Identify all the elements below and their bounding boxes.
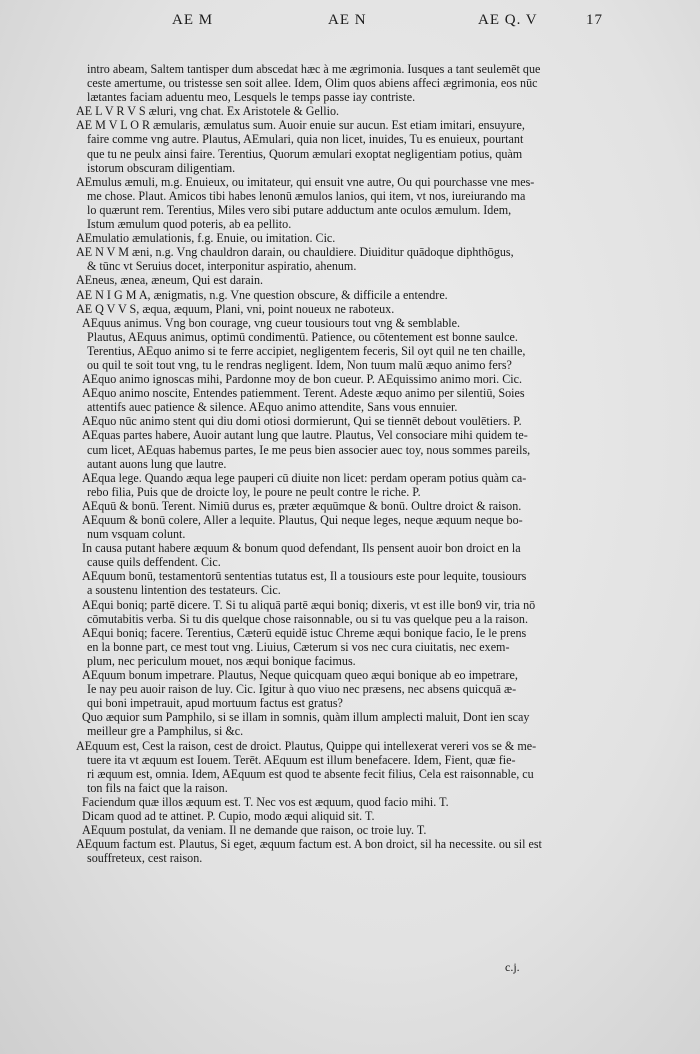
text-line: faire comme vng autre. Plautus, AEmulari, quia non licet, inuides, Tu es enuieux, pourtant xyxy=(87,132,524,147)
text-line: AEquo animo noscite, Entendes patiemment. Terent. Adeste æquo animo per silentiū, Soies xyxy=(82,386,525,401)
text-line: lætantes faciam aduentu meo, Lesquels le temps passe iay contriste. xyxy=(87,90,416,105)
text-line: AEqui boniq; partē dicere. T. Si tu aliquā partē æqui boniq; dixeris, vt est ille bon9 vir, tria nō xyxy=(82,597,536,612)
text-line: ceste amertume, ou tristesse sen soit allee. Idem, Olim quos abiens affeci ægrimonia, eos nūc xyxy=(87,76,538,91)
text-line: lo quærunt rem. Terentius, Miles vero sibi putare adductum ante oculos æmulum. Idem, xyxy=(87,202,512,217)
text-line: Faciendum quæ illos æquum est. T. Nec vos est æquum, quod facio mihi. T. xyxy=(82,794,449,809)
text-line: me chose. Plaut. Amicos tibi habes lenonū æmulos lanios, qui item, vt nos, iureiurando ma xyxy=(87,188,526,203)
text-line: rebo filia, Puis que de droicte loy, le poure ne peult contre le riche. P. xyxy=(87,484,421,499)
text-line: autant auons lung que lautre. xyxy=(87,456,227,471)
text-line: tuere ita vt æquum est Iouem. Terēt. AEquum est illum benefacere. Idem, Fient, quæ fie- xyxy=(87,752,516,767)
text-line: Istum æmulum quod poteris, ab ea pellito. xyxy=(87,217,292,232)
header-center: AE N xyxy=(328,12,367,28)
text-line: AE Q V V S, æqua, æquum, Plani, vni, point noueux ne raboteux. xyxy=(76,301,395,316)
text-line: cōmutabitis verba. Si tu dis quelque chose raisonnable, ou si tu vas quelque peu a la raison. xyxy=(87,611,528,626)
text-line: AEquum & bonū colere, Aller a lequite. Plautus, Qui neque leges, neque æquum neque bo- xyxy=(82,513,523,527)
text-line: AEqui boniq; facere. Terentius, Cæterū equidē istuc Chreme æqui bonique facio, Ie le prens xyxy=(82,625,527,640)
dictionary-text-body xyxy=(76,62,596,865)
text-line: AEquum est, Cest la raison, cest de droict. Plautus, Quippe qui intellexerat vereri vos se & me- xyxy=(76,738,537,753)
text-line: num vsquam colunt. xyxy=(87,527,186,542)
text-line: In causa putant habere æquum & bonum quod defendant, Ils pensent auoir bon droict en la xyxy=(82,541,521,556)
text-line: AEmulatio æmulationis, f.g. Enuie, ou imitation. Cic. xyxy=(76,231,336,246)
text-line: cum licet, AEquas habemus partes, Ie me peus bien associer auec toy, nous sommes pareils, xyxy=(87,442,531,457)
text-line: meilleur gre a Pamphilus, si &c. xyxy=(87,724,244,739)
text-line: AEmulus æmuli, m.g. Enuieux, ou imitateur, qui ensuit vne autre, Ou qui pourchasse vne mes- xyxy=(76,174,535,189)
text-line: AE N V M æni, n.g. Vng chauldron darain, ou chauldiere. Diuiditur quādoque diphthōgus, xyxy=(76,245,514,260)
text-line: AE M V L O R æmularis, æmulatus sum. Auoir enuie sur aucun. Est etiam imitari, ensuyure, xyxy=(76,118,525,133)
text-line: Dicam quod ad te attinet. P. Cupio, modo æqui aliquid sit. T. xyxy=(82,808,375,823)
text-line: istorum obscuram diligentiam. xyxy=(87,160,236,175)
text-line: AEneus, ænea, æneum, Qui est darain. xyxy=(76,273,264,288)
text-line: plum, nec periculum mouet, nos æqui bonique facimus. xyxy=(87,653,356,668)
text-line: AEquum factum est. Plautus, Si eget, æquum factum est. A bon droict, sil ha necessite. ou sil est xyxy=(76,837,542,852)
text-line: Quo æquior sum Pamphilo, si se illam in somnis, quàm illum amplecti maluit, Dont ien scay xyxy=(82,710,530,725)
text-line: Ie nay peu auoir raison de luy. Cic. Igitur à quo viuo nec præsens, nec absens quicquā æ- xyxy=(87,682,517,697)
text-line: qui boni impetrauit, apud mortuum factus est gratus? xyxy=(87,696,343,711)
text-line: & tūnc vt Seruius docet, interponitur aspiratio, ahenum. xyxy=(87,259,357,274)
text-line: AEqua lege. Quando æqua lege pauperi cū diuite non licet: perdam operam potius quàm ca- xyxy=(82,470,527,485)
text-line: ou quil te soit tout vng, tu le rendras negligent. Idem, Non tuum malū æquo animo fers? xyxy=(87,357,512,372)
text-line: AEquum bonum impetrare. Plautus, Neque quicquam queo æqui bonique ab eo impetrare, xyxy=(82,668,518,683)
text-line: AEquas partes habere, Auoir autant lung que lautre. Plautus, Vel consociare mihi quidem te- xyxy=(82,428,528,443)
text-line: que tu ne peulx ainsi faire. Terentius, Quorum æmulari exoptat negligentiam potius, quàm xyxy=(87,146,523,161)
text-line: AEquo animo ignoscas mihi, Pardonne moy de bon cueur. P. AEquissimo animo mori. Cic. xyxy=(82,372,523,387)
text-line: intro abeam, Saltem tantisper dum abscedat hæc à me ægrimonia. Iusques a tant seulemēt que xyxy=(87,62,541,76)
page-number: 17 xyxy=(586,12,603,28)
text-line: AEquus animus. Vng bon courage, vng cueur tousiours tout vng & semblable. xyxy=(82,315,460,330)
text-line: cause quils deffendent. Cic. xyxy=(87,555,221,570)
text-line: ri æquum est, omnia. Idem, AEquum est quod te absente fecit filius, Cela est raisonnable, cu xyxy=(87,766,534,781)
text-line: Plautus, AEquus animus, optimū condimentū. Patience, ou cōtentement est bonne saulce. xyxy=(87,329,518,344)
text-line: a soustenu lintention des testateurs. Cic. xyxy=(87,583,281,598)
header-right: AE Q. V xyxy=(478,12,538,28)
running-header xyxy=(0,12,700,36)
text-line: AEquum bonū, testamentorū sententias tutatus est, Il a tousiours este pour lequite, tousiours xyxy=(82,569,527,584)
text-line: souffreteux, cest raison. xyxy=(87,851,203,866)
text-line: AE N I G M A, ænigmatis, n.g. Vne question obscure, & difficile a entendre. xyxy=(76,287,448,302)
text-line: AE L V R V S æluri, vng chat. Ex Aristotele & Gellio. xyxy=(76,104,340,119)
text-line: ton fils na faict que la raison. xyxy=(87,780,228,795)
text-line: AEquo nūc animo stent qui diu domi otiosi dormierunt, Qui se tiennēt debout voulētiers. P. xyxy=(82,414,522,429)
text-line: AEquum postulat, da veniam. Il ne demande que raison, oc troie luy. T. xyxy=(82,823,427,838)
text-line: AEquū & bonū. Terent. Nimiū durus es, præter æquūmque & bonū. Oultre droict & raison. xyxy=(82,498,522,513)
text-line: attentifs auec patience & silence. AEquo animo attendite, Sans vous ennuier. xyxy=(87,400,458,415)
signature-mark: c.j. xyxy=(505,960,520,974)
text-line: en la bonne part, ce mest tout vng. Liuius, Cæterum si vos nec cura ciuitatis, nec exem- xyxy=(87,639,510,654)
header-left: AE M xyxy=(172,12,214,28)
text-line: Terentius, AEquo animo si te ferre accipiet, negligentem feceris, Sil oyt quil ne ten chaille, xyxy=(87,343,526,358)
